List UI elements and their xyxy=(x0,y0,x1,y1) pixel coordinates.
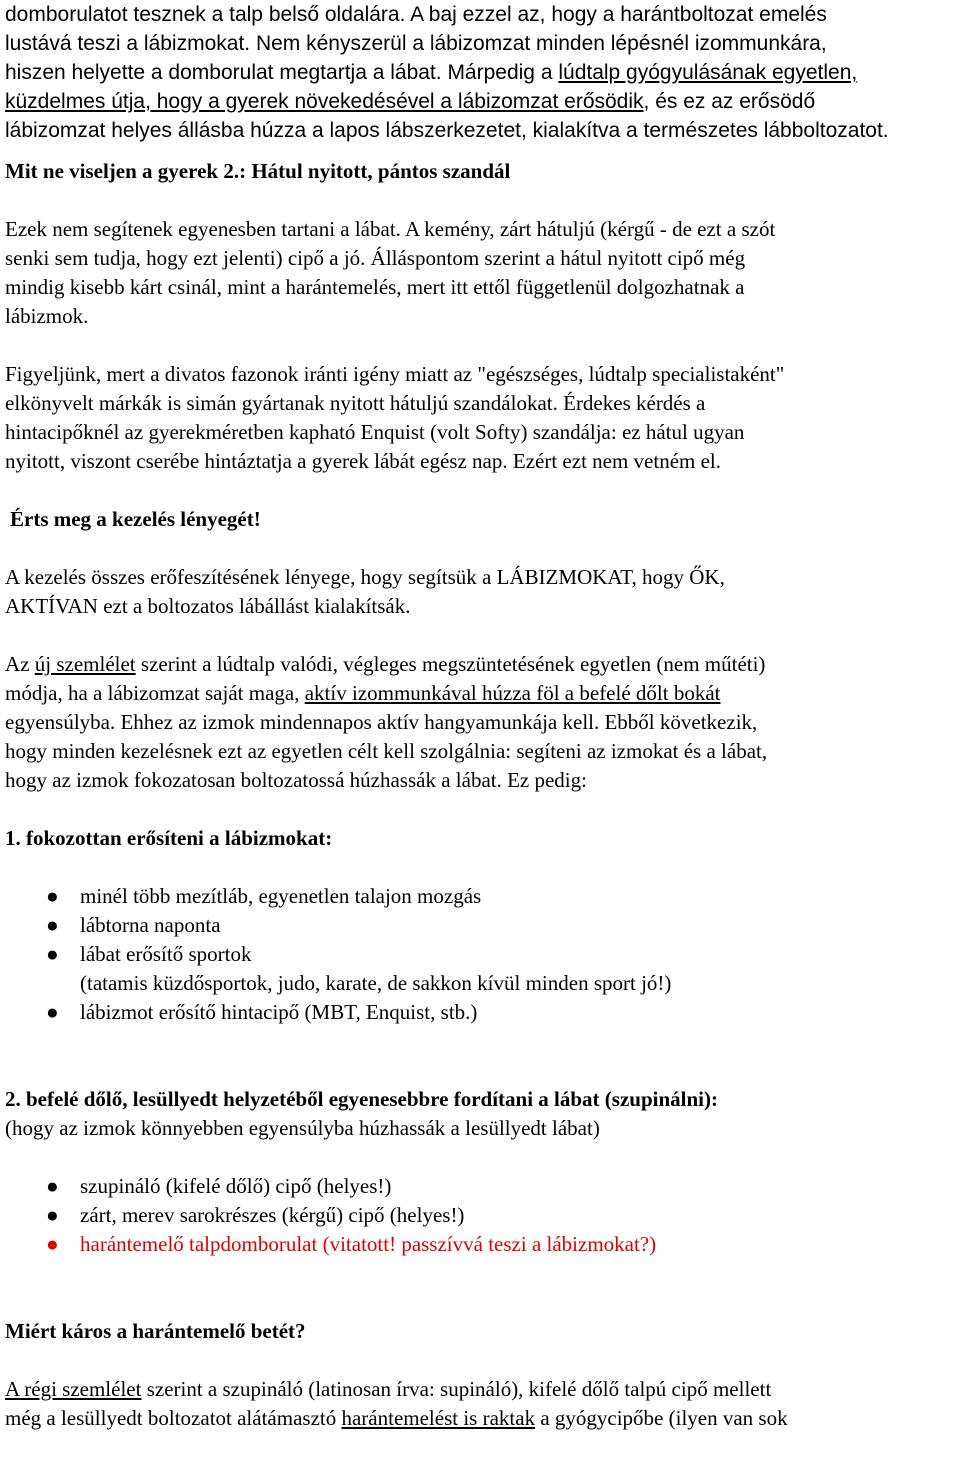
text-span: szerint a lúdtalp valódi, végleges megszüntetésének egyetlen (nem műtéti) xyxy=(135,652,766,676)
underlined-link[interactable]: A régi szemlélet xyxy=(5,1377,142,1401)
text-line xyxy=(5,1375,954,1404)
list-item-text: zárt, merev sarokrészes (kérgű) cipő (helyes!) xyxy=(80,1203,465,1227)
list-item-text: szupináló (kifelé dőlő) cipő (helyes!) xyxy=(80,1174,392,1198)
section-heading: Érts meg a kezelés lényegét! xyxy=(10,507,261,531)
text-line: elkönyvelt márkák is simán gyártanak nyitott hátuljú szandálokat. Érdekes kérdés a xyxy=(5,391,706,415)
bullet-icon: ● xyxy=(46,1203,59,1227)
paragraph-brands xyxy=(5,360,954,476)
text-line: hintacipőknél az gyerekméretben kapható Enquist (volt Softy) szandálja: ez hátul ugyan xyxy=(5,420,745,444)
text-span: Márpedig a xyxy=(447,61,559,84)
bullet-icon: ● xyxy=(46,1000,59,1024)
text-line: domborulatot tesznek a talp belső oldalára. A baj ezzel az, hogy a harántboltozat emelés xyxy=(5,3,827,26)
list-item-text: harántemelő talpdomborulat (vitatott! passzívvá teszi a lábizmokat?) xyxy=(80,1232,657,1256)
bullet-icon: ● xyxy=(46,884,59,908)
text-line xyxy=(5,679,954,708)
text-line: lábizomzat helyes állásba húzza a lapos lábszerkezetet, kialakítva a természetes lábboltozatot. xyxy=(5,119,889,142)
text-line: hogy minden kezelésnek ezt az egyetlen célt kell szolgálnia: segíteni az izmokat és a lábat, xyxy=(5,739,768,763)
bullet-icon: ● xyxy=(46,1232,59,1256)
list-item xyxy=(5,911,954,940)
text-line xyxy=(5,1404,954,1433)
list-item-text: lábat erősítő sportok xyxy=(80,942,252,966)
list-item-subtext: (tatamis küzdősportok, judo, karate, de sakkon kívül minden sport jó!) xyxy=(80,971,672,995)
text-span: , és ez az erősödő xyxy=(643,90,816,113)
bullet-icon: ● xyxy=(46,913,59,937)
bullet-list-supinate xyxy=(5,1172,954,1259)
text-line: Figyeljünk, mert a divatos fazonok iránti igény miatt az "egészséges, lúdtalp specialistaként" xyxy=(5,362,785,386)
list-item-text: lábizmot erősítő hintacipő (MBT, Enquist, stb.) xyxy=(80,1000,478,1024)
text-line: mindig kisebb kárt csinál, mint a harántemelés, mert itt ettől függetlenül dolgozhatnak a xyxy=(5,275,745,299)
underlined-link[interactable]: harántemelést is raktak xyxy=(341,1406,536,1430)
paragraph-old-approach xyxy=(5,1375,954,1433)
text-line: senki sem tudja, hogy ezt jelenti) cipő a jó. Álláspontom szerint a hátul nyitott cipő még xyxy=(5,246,746,270)
text-span: a gyógycipőbe (ilyen van sok xyxy=(535,1406,788,1430)
list-heading: 1. fokozottan erősíteni a lábizmokat: xyxy=(5,826,333,850)
list-item xyxy=(5,940,954,998)
text-line: egyensúlyba. Ehhez az izmok mindennapos aktív hangyamunkája kell. Ebből következik, xyxy=(5,710,758,734)
paragraph-new-approach xyxy=(5,650,954,795)
underlined-link[interactable]: aktív izommunkával húzza föl a befelé dőlt bokát xyxy=(304,681,721,705)
list-item xyxy=(5,998,954,1027)
text-line: Ezek nem segítenek egyenesben tartani a lábat. A kemény, zárt hátuljú (kérgű - de ezt a szót xyxy=(5,217,776,241)
text-line: lábizmok. xyxy=(5,304,89,328)
section-heading xyxy=(5,157,954,186)
paragraph-intro xyxy=(5,0,954,145)
text-line: nyitott, viszont cserébe hintáztatja a gyerek lábát egész nap. Ezért ezt nem vetném el. xyxy=(5,449,722,473)
text-line: lustává teszi a lábizmokat. Nem kényszerül a lábizomzat minden lépésnél izommunkára, xyxy=(5,32,827,55)
underlined-link[interactable]: küzdelmes útja, hogy a gyerek növekedésével a lábizomzat erősödik xyxy=(5,90,644,113)
text-line xyxy=(5,650,954,679)
bullet-icon: ● xyxy=(46,1174,59,1198)
list-item xyxy=(5,1172,954,1201)
heading-part: Mit ne viseljen a gyerek 2. xyxy=(5,159,240,183)
heading-part: : Hátul nyitott, pántos szandál xyxy=(239,159,511,183)
list-item-warning xyxy=(5,1230,954,1259)
list-item-text: lábtorna naponta xyxy=(80,913,221,937)
text-span: szerint a szupináló (latinosan írva: supináló), kifelé dőlő talpú cipő mellett xyxy=(141,1377,772,1401)
text-line: A kezelés összes erőfeszítésének lényege, hogy segítsük a LÁBIZMOKAT, hogy ŐK, xyxy=(5,565,725,589)
list-item xyxy=(5,882,954,911)
section-heading: Miért káros a harántemelő betét? xyxy=(5,1319,306,1343)
underlined-link[interactable]: lúdtalp gyógyulásának egyetlen, xyxy=(558,61,858,84)
text-line xyxy=(5,87,954,116)
list-subheading: (hogy az izmok könnyebben egyensúlyba húzhassák a lesüllyedt lábat) xyxy=(5,1116,600,1140)
underlined-link[interactable]: új szemlélet xyxy=(34,652,136,676)
text-line: hogy az izmok fokozatosan boltozatossá húzhassák a lábat. Ez pedig: xyxy=(5,768,587,792)
text-span: hiszen helyette a domborulat megtartja a lábat. xyxy=(5,61,442,84)
text-line xyxy=(5,58,954,87)
list-item xyxy=(5,1201,954,1230)
text-line: AKTÍVAN ezt a boltozatos lábállást kialakítsák. xyxy=(5,594,411,618)
paragraph-sandals xyxy=(5,215,954,331)
text-span: még a lesüllyedt boltozatot alátámasztó xyxy=(5,1406,342,1430)
bullet-list-strengthen xyxy=(5,882,954,1027)
list-heading: 2. befelé dőlő, lesüllyedt helyzetéből egyenesebbre fordítani a lábat (szupinálni): xyxy=(5,1087,718,1111)
paragraph-essence xyxy=(5,563,954,621)
list-item-text: minél több mezítláb, egyenetlen talajon mozgás xyxy=(80,884,482,908)
text-span: módja, ha a lábizomzat saját maga, xyxy=(5,681,305,705)
bullet-icon: ● xyxy=(46,942,59,966)
text-span: Az xyxy=(5,652,35,676)
